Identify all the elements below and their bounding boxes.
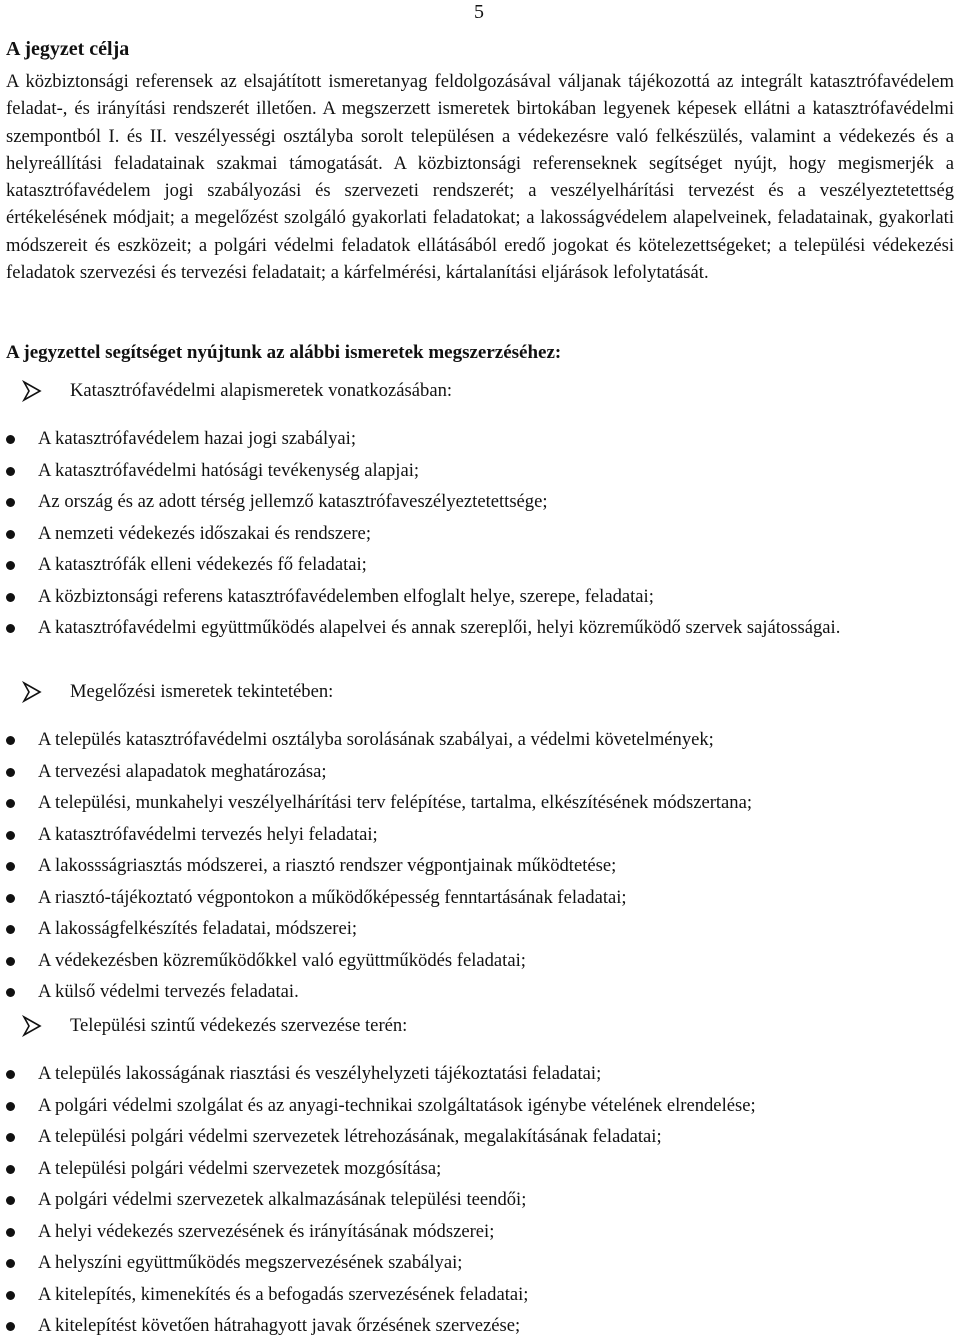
bullet-icon [6, 1259, 15, 1268]
section-title-text: Katasztrófavédelmi alapismeretek vonatkozásában: [70, 380, 453, 401]
bullet-icon [6, 1291, 15, 1300]
section-local-defense [0, 1011, 960, 1342]
bullet-icon [6, 894, 15, 903]
list-item: A védekezésben közreműködőkkel való együttműködés feladatai; [0, 945, 960, 977]
bullet-icon [6, 862, 15, 871]
list-item: A település katasztrófavédelmi osztályba sorolásának szabályai, a védelmi követelmények; [0, 724, 960, 756]
list-item: A közbiztonsági referens katasztrófavédelemben elfoglalt helye, szerepe, feladatai; [0, 581, 960, 613]
arrow-bullet-icon [22, 681, 42, 703]
bullet-icon [6, 768, 15, 777]
list-item: A települési, munkahelyi veszélyelhárítási terv felépítése, tartalma, elkészítésének módszertana; [0, 787, 960, 819]
section-basics [0, 376, 960, 644]
page-title: A jegyzet célja [6, 38, 130, 60]
bullet-icon [6, 831, 15, 840]
bullet-icon [6, 1102, 15, 1111]
page-number: 5 [474, 1, 484, 23]
bullet-icon [6, 530, 15, 539]
section-title-text: Települési szintű védekezés szervezése terén: [70, 1015, 408, 1036]
bullet-list [0, 1058, 960, 1342]
bullet-icon [6, 1070, 15, 1079]
section-title [0, 677, 960, 707]
section-prevention [0, 677, 960, 1008]
section-title [0, 376, 960, 406]
bullet-icon [6, 1165, 15, 1174]
list-item: A kitelepítés, kimenekítés és a befogadás szervezésének feladatai; [0, 1279, 960, 1311]
section-subheading: A jegyzettel segítséget nyújtunk az alábbi ismeretek megszerzéséhez: [6, 342, 562, 363]
list-item: A települési polgári védelmi szervezetek létrehozásának, megalakításának feladatai; [0, 1121, 960, 1153]
bullet-list [0, 423, 960, 644]
bullet-icon [6, 1196, 15, 1205]
list-item: A katasztrófavédelmi hatósági tevékenység alapjai; [0, 455, 960, 487]
list-item: A lakosságfelkészítés feladatai, módszerei; [0, 913, 960, 945]
list-item: A katasztrófák elleni védekezés fő feladatai; [0, 549, 960, 581]
list-item: A település lakosságának riasztási és veszélyhelyzeti tájékoztatási feladatai; [0, 1058, 960, 1090]
bullet-icon [6, 435, 15, 444]
bullet-icon [6, 736, 15, 745]
bullet-icon [6, 498, 15, 507]
list-item: A polgári védelmi szolgálat és az anyagi-technikai szolgáltatások igénybe vételének elrendelése; [0, 1090, 960, 1122]
bullet-icon [6, 1133, 15, 1142]
list-item: A polgári védelmi szervezetek alkalmazásának települési teendői; [0, 1184, 960, 1216]
list-item: A katasztrófavédelem hazai jogi szabályai; [0, 423, 960, 455]
list-item: A lakossságriasztás módszerei, a riasztó rendszer végpontjainak működtetése; [0, 850, 960, 882]
list-item: A katasztrófavédelmi tervezés helyi feladatai; [0, 819, 960, 851]
list-item: A nemzeti védekezés időszakai és rendszere; [0, 518, 960, 550]
bullet-list [0, 724, 960, 1008]
intro-paragraph: A közbiztonsági referensek az elsajátított ismeretanyag feldolgozásával váljanak tájékozottá az integrált katasztrófavédelem feladat-, és irányítási rendszerét illetően. A megszerzett ismeretek birtokában legyenek képesek ellátni a katasztrófavédelmi szempontból I. és II. veszélyességi osztályba sorolt településen a védekezésre való felkészülés, valamint a védekezés és a helyreállítási feladatainak szakmai támogatását. A közbiztonsági referenseknek segítséget nyújt, hogy megismerjék a katasztrófavédelem jogi szabályozási és szervezeti rendszerét; a veszélyelhárítási tervezést és a veszélyeztetettség értékelésének módjait; a megelőzést szolgáló gyakorlati feladatokat; a lakosságvédelem alapelveinek, feladatainak, gyakorlati módszereit és eszközeit; a polgári védelmi feladatok ellátásából eredő jogokat és kötelezettségeket; a települési védekezési feladatok szervezési és tervezési feladatait; a kárfelmérési, kártalanítási eljárások lefolytatását. [6, 71, 954, 284]
bullet-icon [6, 561, 15, 570]
list-item: A kitelepítést követően hátrahagyott javak őrzésének szervezése; [0, 1310, 960, 1342]
list-item: A helyszíni együttműködés megszervezésének szabályai; [0, 1247, 960, 1279]
bullet-icon [6, 957, 15, 966]
bullet-icon [6, 988, 15, 997]
bullet-icon [6, 624, 15, 633]
list-item: A katasztrófavédelmi együttműködés alapelvei és annak szereplői, helyi közreműködő szervek sajátosságai. [0, 612, 960, 644]
list-item: A külső védelmi tervezés feladatai. [0, 976, 960, 1008]
section-title-text: Megelőzési ismeretek tekintetében: [70, 681, 334, 702]
bullet-icon [6, 467, 15, 476]
bullet-icon [6, 1228, 15, 1237]
bullet-icon [6, 1322, 15, 1331]
arrow-bullet-icon [22, 380, 42, 402]
list-item: A tervezési alapadatok meghatározása; [0, 756, 960, 788]
list-item: Az ország és az adott térség jellemző katasztrófaveszélyeztetettsége; [0, 486, 960, 518]
arrow-bullet-icon [22, 1015, 42, 1037]
list-item: A települési polgári védelmi szervezetek mozgósítása; [0, 1153, 960, 1185]
list-item: A riasztó-tájékoztató végpontokon a működőképesség fenntartásának feladatai; [0, 882, 960, 914]
list-item: A helyi védekezés szervezésének és irányításának módszerei; [0, 1216, 960, 1248]
section-title [0, 1011, 960, 1041]
bullet-icon [6, 593, 15, 602]
bullet-icon [6, 925, 15, 934]
bullet-icon [6, 799, 15, 808]
